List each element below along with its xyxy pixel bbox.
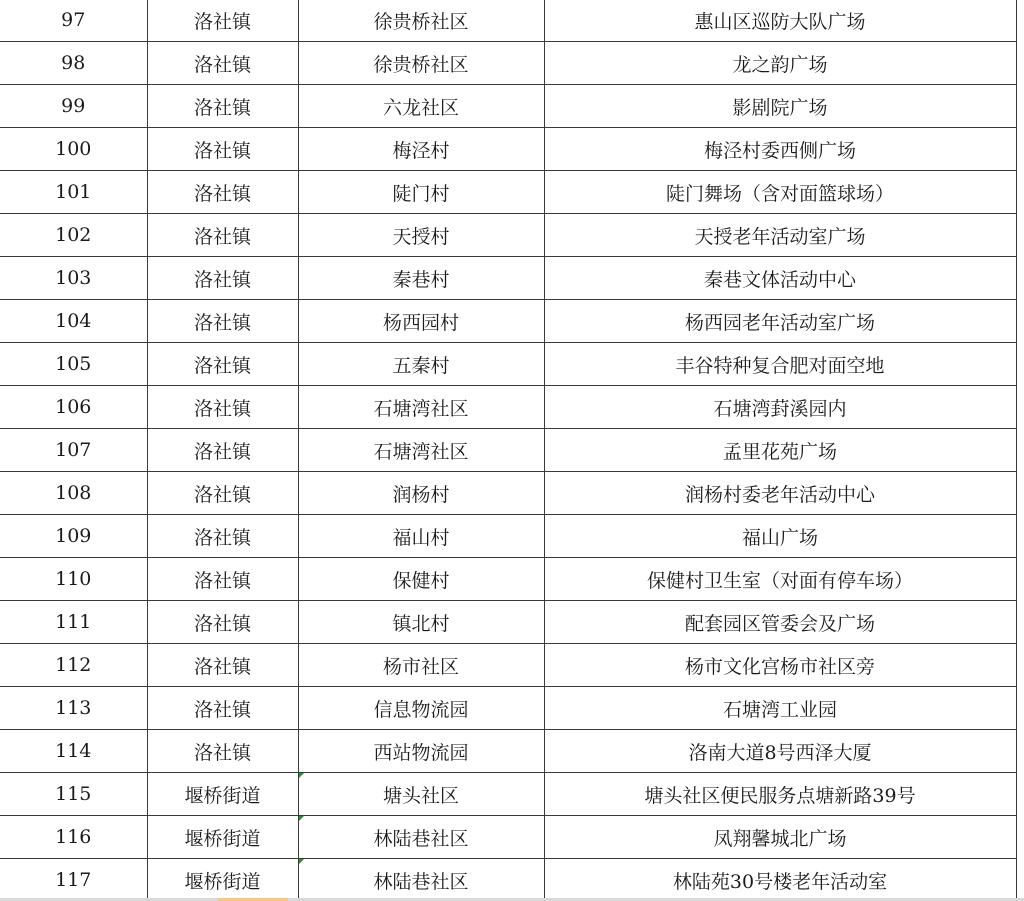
community-text: 塘头社区 bbox=[382, 784, 459, 807]
table-row bbox=[0, 859, 1016, 901]
town-cell: 洛社镇 bbox=[147, 214, 298, 257]
error-indicator-icon bbox=[299, 859, 304, 864]
community-cell: 天授村 bbox=[298, 214, 544, 257]
location-cell: 天授老年活动室广场 bbox=[544, 214, 1016, 257]
table-row bbox=[0, 730, 1016, 773]
community-cell: 石塘湾社区 bbox=[298, 429, 544, 472]
error-indicator-icon bbox=[299, 773, 304, 778]
location-cell: 福山广场 bbox=[544, 515, 1016, 558]
row-number-cell: 102 bbox=[0, 214, 147, 257]
row-number-cell: 100 bbox=[0, 128, 147, 171]
location-cell: 杨西园老年活动室广场 bbox=[544, 300, 1016, 343]
row-number-cell: 104 bbox=[0, 300, 147, 343]
table-row bbox=[0, 687, 1016, 730]
table-row bbox=[0, 644, 1016, 687]
community-cell: 六龙社区 bbox=[298, 85, 544, 128]
town-cell: 堰桥街道 bbox=[147, 859, 298, 901]
location-cell: 塘头社区便民服务点塘新路39号 bbox=[544, 773, 1016, 816]
row-number-cell: 98 bbox=[0, 42, 147, 85]
community-cell: 梅泾村 bbox=[298, 128, 544, 171]
row-number-cell: 113 bbox=[0, 687, 147, 730]
row-number-cell: 101 bbox=[0, 171, 147, 214]
row-number-cell: 116 bbox=[0, 816, 147, 859]
town-cell: 洛社镇 bbox=[147, 472, 298, 515]
table-row bbox=[0, 300, 1016, 343]
row-number-cell: 105 bbox=[0, 343, 147, 386]
row-number-cell: 111 bbox=[0, 601, 147, 644]
location-cell: 梅泾村委西侧广场 bbox=[544, 128, 1016, 171]
location-cell: 惠山区巡防大队广场 bbox=[544, 0, 1016, 42]
location-cell: 秦巷文体活动中心 bbox=[544, 257, 1016, 300]
town-cell: 洛社镇 bbox=[147, 429, 298, 472]
row-number-cell: 110 bbox=[0, 558, 147, 601]
community-cell: 石塘湾社区 bbox=[298, 386, 544, 429]
location-cell: 保健村卫生室（对面有停车场） bbox=[544, 558, 1016, 601]
town-cell: 洛社镇 bbox=[147, 128, 298, 171]
town-cell: 洛社镇 bbox=[147, 343, 298, 386]
row-number-cell: 99 bbox=[0, 85, 147, 128]
community-cell: 杨市社区 bbox=[298, 644, 544, 687]
location-cell: 凤翔馨城北广场 bbox=[544, 816, 1016, 859]
row-number-cell: 97 bbox=[0, 0, 147, 42]
community-cell bbox=[298, 773, 544, 816]
table-row bbox=[0, 343, 1016, 386]
town-cell: 洛社镇 bbox=[147, 300, 298, 343]
community-cell: 福山村 bbox=[298, 515, 544, 558]
table-row bbox=[0, 515, 1016, 558]
community-cell: 西站物流园 bbox=[298, 730, 544, 773]
town-cell: 洛社镇 bbox=[147, 386, 298, 429]
location-cell: 孟里花苑广场 bbox=[544, 429, 1016, 472]
town-cell: 洛社镇 bbox=[147, 85, 298, 128]
town-cell: 洛社镇 bbox=[147, 558, 298, 601]
table-row bbox=[0, 816, 1016, 859]
town-cell: 洛社镇 bbox=[147, 0, 298, 42]
location-cell: 石塘湾工业园 bbox=[544, 687, 1016, 730]
table-row bbox=[0, 472, 1016, 515]
community-cell bbox=[298, 816, 544, 859]
location-cell: 配套园区管委会及广场 bbox=[544, 601, 1016, 644]
community-cell: 杨西园村 bbox=[298, 300, 544, 343]
location-cell: 杨市文化宫杨市社区旁 bbox=[544, 644, 1016, 687]
location-cell: 陡门舞场（含对面篮球场） bbox=[544, 171, 1016, 214]
location-cell: 影剧院广场 bbox=[544, 85, 1016, 128]
location-cell: 林陆苑30号楼老年活动室 bbox=[544, 859, 1016, 901]
table-row bbox=[0, 429, 1016, 472]
community-cell: 陡门村 bbox=[298, 171, 544, 214]
town-cell: 洛社镇 bbox=[147, 42, 298, 85]
community-text: 林陆巷社区 bbox=[373, 870, 469, 893]
town-cell: 洛社镇 bbox=[147, 644, 298, 687]
community-cell: 秦巷村 bbox=[298, 257, 544, 300]
community-cell: 徐贵桥社区 bbox=[298, 42, 544, 85]
row-number-cell: 107 bbox=[0, 429, 147, 472]
row-number-cell: 106 bbox=[0, 386, 147, 429]
row-number-cell: 114 bbox=[0, 730, 147, 773]
row-number-cell: 112 bbox=[0, 644, 147, 687]
location-cell: 龙之韵广场 bbox=[544, 42, 1016, 85]
row-number-cell: 115 bbox=[0, 773, 147, 816]
town-cell: 洛社镇 bbox=[147, 515, 298, 558]
town-cell: 洛社镇 bbox=[147, 257, 298, 300]
location-cell: 洛南大道8号西泽大厦 bbox=[544, 730, 1016, 773]
community-cell: 五秦村 bbox=[298, 343, 544, 386]
table-row bbox=[0, 0, 1016, 42]
table-row bbox=[0, 128, 1016, 171]
town-cell: 堰桥街道 bbox=[147, 773, 298, 816]
community-cell: 润杨村 bbox=[298, 472, 544, 515]
community-cell: 镇北村 bbox=[298, 601, 544, 644]
table-row bbox=[0, 386, 1016, 429]
row-number-cell: 109 bbox=[0, 515, 147, 558]
town-cell: 洛社镇 bbox=[147, 171, 298, 214]
location-cell: 润杨村委老年活动中心 bbox=[544, 472, 1016, 515]
table-row bbox=[0, 558, 1016, 601]
error-indicator-icon bbox=[299, 816, 304, 821]
row-number-cell: 103 bbox=[0, 257, 147, 300]
town-cell: 洛社镇 bbox=[147, 687, 298, 730]
table-row bbox=[0, 773, 1016, 816]
location-cell: 丰谷特种复合肥对面空地 bbox=[544, 343, 1016, 386]
table-row bbox=[0, 601, 1016, 644]
table-row bbox=[0, 214, 1016, 257]
table-row bbox=[0, 257, 1016, 300]
town-cell: 洛社镇 bbox=[147, 730, 298, 773]
community-cell bbox=[298, 859, 544, 901]
community-text: 林陆巷社区 bbox=[373, 827, 469, 850]
community-cell: 保健村 bbox=[298, 558, 544, 601]
town-cell: 堰桥街道 bbox=[147, 816, 298, 859]
table-row bbox=[0, 171, 1016, 214]
community-cell: 信息物流园 bbox=[298, 687, 544, 730]
location-cell: 石塘湾葑溪园内 bbox=[544, 386, 1016, 429]
community-cell: 徐贵桥社区 bbox=[298, 0, 544, 42]
row-number-cell: 108 bbox=[0, 472, 147, 515]
table-row bbox=[0, 42, 1016, 85]
row-number-cell: 117 bbox=[0, 859, 147, 901]
table-row bbox=[0, 85, 1016, 128]
town-cell: 洛社镇 bbox=[147, 601, 298, 644]
